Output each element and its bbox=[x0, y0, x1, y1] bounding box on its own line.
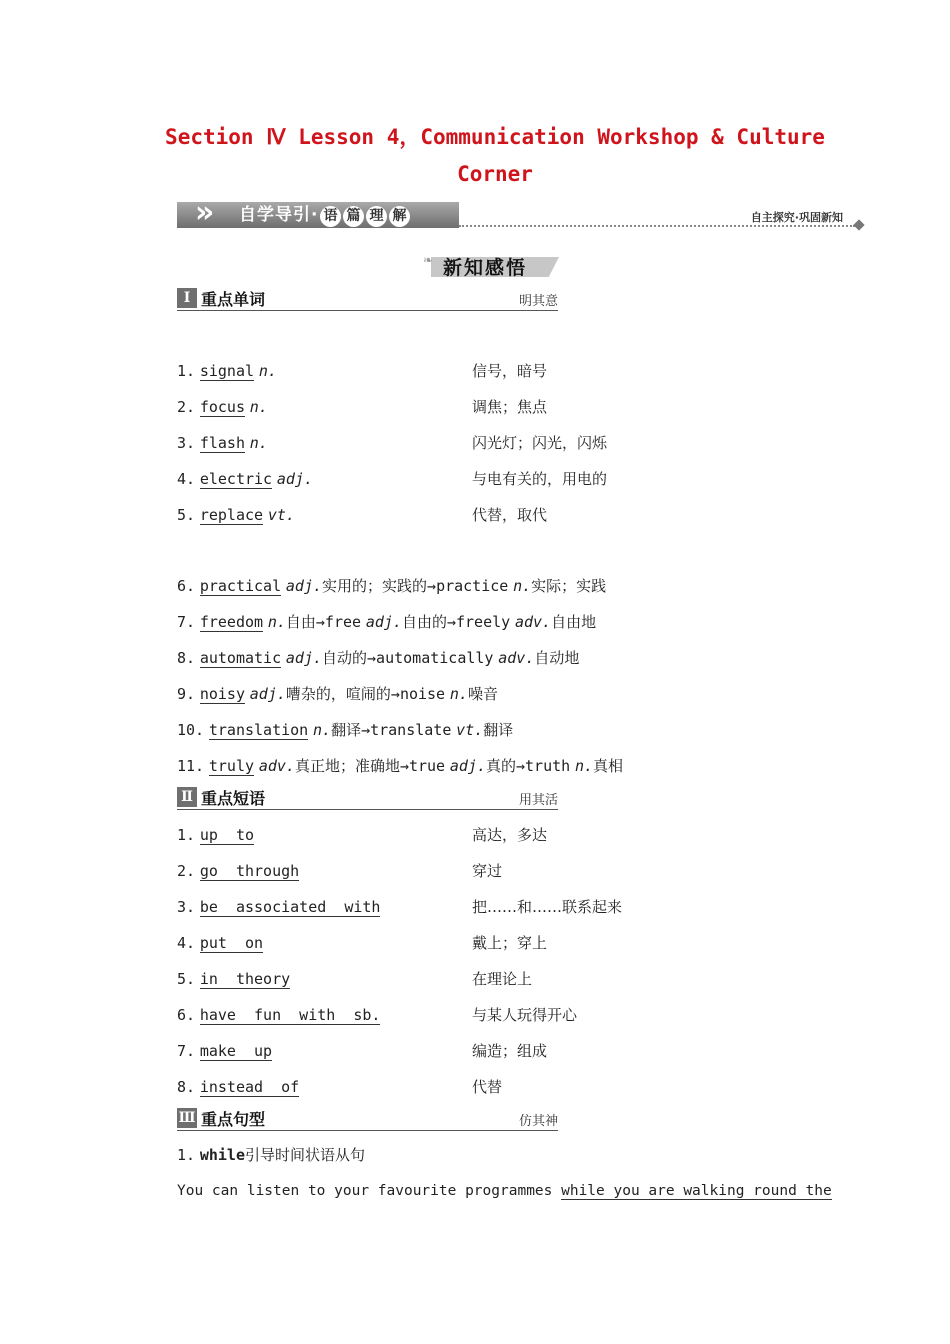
word-row bbox=[177, 361, 277, 381]
part-of-speech: vt. bbox=[456, 721, 484, 739]
phrase-row bbox=[177, 969, 290, 989]
phrase-meaning: 编造；组成 bbox=[472, 1042, 548, 1060]
phrase-answer: in theory bbox=[199, 970, 291, 988]
part-of-speech: n. bbox=[249, 434, 268, 452]
part-of-speech: n. bbox=[513, 577, 532, 595]
word-derivation: 自由→free bbox=[285, 613, 362, 631]
banner-char-4: 解 bbox=[389, 206, 410, 227]
phrase-meaning: 与某人玩得开心 bbox=[472, 1006, 578, 1024]
word-meaning: 调焦；焦点 bbox=[472, 398, 548, 416]
word-answer: flash bbox=[199, 434, 245, 452]
item-number: 6. bbox=[177, 1006, 196, 1024]
phrase-row bbox=[177, 1005, 380, 1025]
part-of-speech: adj. bbox=[285, 649, 323, 667]
word-meaning: 信号，暗号 bbox=[472, 362, 548, 380]
phrase-meaning: 戴上；穿上 bbox=[472, 934, 548, 952]
item-number: 2. bbox=[177, 862, 196, 880]
word-derivation: 实用的；实践的→practice bbox=[322, 577, 509, 595]
section-number: Ⅲ bbox=[178, 1110, 196, 1126]
banner-title bbox=[239, 203, 410, 227]
word-derivation: 真的→truth bbox=[486, 757, 571, 775]
item-number: 1. bbox=[177, 362, 196, 380]
part-of-speech: adj. bbox=[276, 470, 313, 488]
item-description: 引导时间状语从句 bbox=[245, 1146, 366, 1164]
item-number: 4. bbox=[177, 470, 196, 488]
part-of-speech: n. bbox=[258, 362, 277, 380]
phrase-answer: make up bbox=[199, 1042, 273, 1060]
word-answer: translation bbox=[208, 721, 309, 739]
banner-right-text: 自主探究·巩固新知 bbox=[750, 211, 843, 224]
section-hint: 明其意 bbox=[518, 294, 558, 309]
part-of-speech: n. bbox=[249, 398, 268, 416]
phrase-answer: have fun with sb. bbox=[199, 1006, 381, 1024]
word-derivation: 真正地；准确地→true bbox=[294, 757, 446, 775]
diamond-icon bbox=[853, 219, 864, 230]
part-of-speech: adv. bbox=[514, 613, 552, 631]
phrase-meaning: 在理论上 bbox=[472, 970, 533, 988]
section-banner bbox=[177, 195, 865, 230]
section-number: Ⅰ bbox=[177, 288, 197, 308]
section-number: Ⅱ bbox=[177, 787, 197, 807]
word-derivation: 嘈杂的，喧闹的→noise bbox=[285, 685, 446, 703]
item-number: 2. bbox=[177, 398, 196, 416]
word-derivation: 翻译→translate bbox=[331, 721, 452, 739]
phrase-row bbox=[177, 933, 263, 953]
example-text: You can listen to your favourite programmes bbox=[177, 1183, 562, 1199]
phrase-answer: put on bbox=[199, 934, 264, 952]
section-label: 重点单词 bbox=[201, 290, 266, 309]
part-of-speech: adv. bbox=[258, 757, 295, 775]
item-number: 5. bbox=[177, 506, 196, 524]
word-derivation: 实际；实践 bbox=[531, 577, 607, 595]
word-answer: automatic bbox=[199, 649, 282, 667]
item-number: 8. bbox=[177, 1078, 196, 1096]
word-answer: focus bbox=[199, 398, 245, 416]
word-row bbox=[177, 720, 513, 740]
phrase-meaning: 穿过 bbox=[472, 862, 503, 880]
item-number: 1. bbox=[177, 1146, 196, 1164]
title-line-1: Section Ⅳ Lesson 4，Communication Workshop & Culture bbox=[165, 125, 825, 149]
word-derivation: 真相 bbox=[593, 757, 624, 775]
word-derivation: 自动的→automatically bbox=[322, 649, 494, 667]
item-number: 10. bbox=[177, 721, 205, 739]
part-of-speech: adj. bbox=[249, 685, 286, 703]
section-label: 重点短语 bbox=[201, 789, 266, 808]
item-number: 9. bbox=[177, 685, 196, 703]
word-row bbox=[177, 756, 623, 776]
word-answer: noisy bbox=[199, 685, 245, 703]
word-derivation: 噪音 bbox=[467, 685, 498, 703]
word-row bbox=[177, 397, 268, 417]
item-number: 3. bbox=[177, 898, 196, 916]
word-answer: truly bbox=[208, 757, 255, 775]
word-derivation: 自由地 bbox=[551, 613, 597, 631]
word-row bbox=[177, 433, 268, 453]
banner-char-2: 篇 bbox=[343, 206, 364, 227]
phrase-row bbox=[177, 825, 254, 845]
word-row bbox=[177, 684, 498, 704]
section-header-phrases bbox=[177, 787, 558, 810]
word-answer: electric bbox=[199, 470, 273, 488]
banner-dotted-line bbox=[459, 225, 855, 227]
section-hint: 用其活 bbox=[518, 793, 558, 808]
subsection-tag bbox=[423, 253, 559, 279]
part-of-speech: n. bbox=[449, 685, 468, 703]
item-number: 8. bbox=[177, 649, 196, 667]
item-number: 5. bbox=[177, 970, 196, 988]
part-of-speech: adj. bbox=[365, 613, 402, 631]
word-answer: replace bbox=[199, 506, 264, 524]
word-meaning: 代替，取代 bbox=[472, 506, 548, 524]
word-answer: freedom bbox=[199, 613, 264, 631]
part-of-speech: n. bbox=[313, 721, 332, 739]
banner-char-1: 语 bbox=[320, 206, 341, 227]
word-answer: signal bbox=[199, 362, 255, 380]
phrase-row bbox=[177, 1077, 299, 1097]
phrase-meaning: 高达，多达 bbox=[472, 826, 548, 844]
document-title bbox=[150, 119, 840, 193]
phrase-row bbox=[177, 1041, 272, 1061]
word-row bbox=[177, 612, 596, 632]
example-underlined: while you are walking round the bbox=[561, 1183, 832, 1199]
word-row bbox=[177, 576, 606, 596]
double-chevron-icon: » bbox=[195, 195, 215, 230]
phrase-row bbox=[177, 861, 299, 881]
item-number: 11. bbox=[177, 757, 205, 775]
word-row bbox=[177, 648, 579, 668]
title-line-2: Corner bbox=[457, 162, 533, 186]
section-hint: 仿其神 bbox=[518, 1114, 558, 1129]
tag-text: 新知感悟 bbox=[443, 257, 528, 279]
part-of-speech: n. bbox=[267, 613, 286, 631]
part-of-speech: adj. bbox=[285, 577, 323, 595]
word-row bbox=[177, 505, 295, 525]
item-keyword: while bbox=[199, 1146, 245, 1164]
section-header-words bbox=[177, 288, 558, 311]
banner-char-3: 理 bbox=[366, 206, 387, 227]
phrase-row bbox=[177, 897, 380, 917]
item-number: 3. bbox=[177, 434, 196, 452]
phrase-meaning: 把……和……联系起来 bbox=[472, 898, 623, 916]
phrase-answer: be associated with bbox=[199, 898, 381, 916]
phrase-answer: up to bbox=[199, 826, 255, 844]
word-meaning: 闪光灯；闪光，闪烁 bbox=[472, 434, 608, 452]
word-answer: practical bbox=[199, 577, 282, 595]
banner-title-text: 自学导引· bbox=[239, 205, 319, 225]
section-header-sentences bbox=[177, 1108, 558, 1131]
item-number: 1. bbox=[177, 826, 196, 844]
item-number: 7. bbox=[177, 613, 196, 631]
word-derivation: 翻译 bbox=[483, 721, 514, 739]
item-number: 7. bbox=[177, 1042, 196, 1060]
word-derivation: 自由的→freely bbox=[401, 613, 511, 631]
part-of-speech: n. bbox=[574, 757, 594, 775]
word-row bbox=[177, 469, 313, 489]
item-number: 6. bbox=[177, 577, 196, 595]
word-derivation: 自动地 bbox=[534, 649, 580, 667]
phrase-meaning: 代替 bbox=[472, 1078, 503, 1096]
leaf-icon: ❧ bbox=[423, 253, 434, 267]
phrase-answer: instead of bbox=[199, 1078, 300, 1096]
section-label: 重点句型 bbox=[201, 1110, 266, 1129]
part-of-speech: vt. bbox=[267, 506, 295, 524]
part-of-speech: adv. bbox=[498, 649, 535, 667]
sentence-item-heading bbox=[177, 1145, 365, 1165]
item-number: 4. bbox=[177, 934, 196, 952]
word-meaning: 与电有关的，用电的 bbox=[472, 470, 608, 488]
part-of-speech: adj. bbox=[449, 757, 486, 775]
example-sentence bbox=[177, 1181, 832, 1201]
phrase-answer: go through bbox=[199, 862, 300, 880]
